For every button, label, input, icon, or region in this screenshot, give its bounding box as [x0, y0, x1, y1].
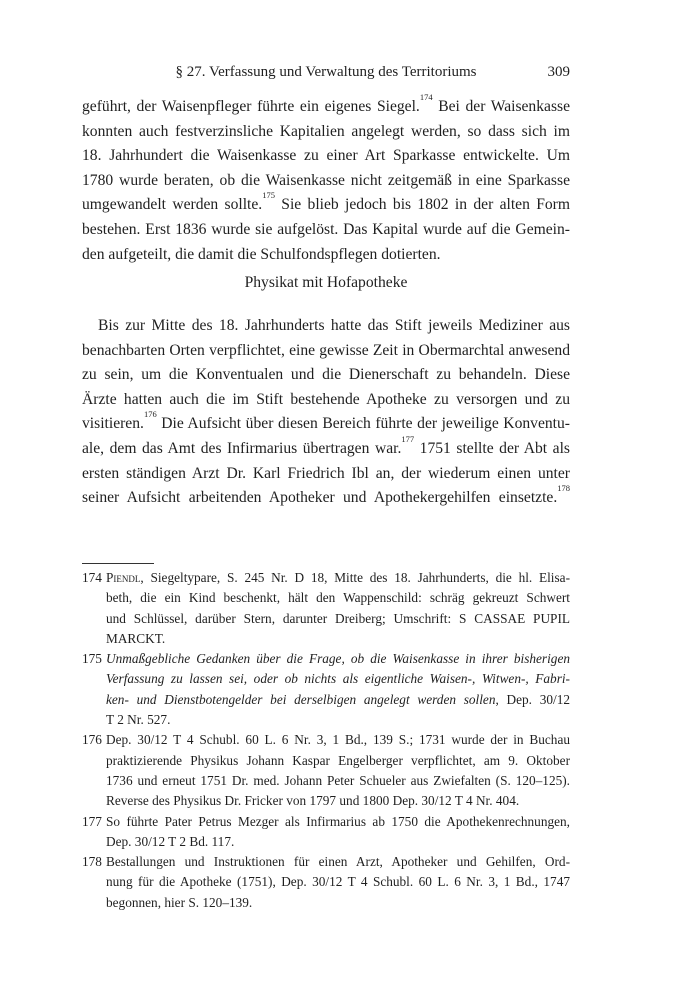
text-line: konnten auch festverzinsliche Kapitalien angelegt werden, so dass sich im: [82, 122, 570, 140]
text-line: geführt, der Waisenpfleger führte ein eigenes Siegel.$^{174}$ Bei der Waisenkasse: [82, 92, 571, 115]
text-line: bestehen. Erst 1836 wurde sie aufgelöst. Das Kapital wurde auf die Gemein-: [82, 220, 570, 238]
text-line: zu sein, um die Konventualen und die Dienerschaft zu behandeln. Diese: [82, 366, 570, 384]
running-head: [82, 61, 570, 83]
text-line: 18. Jahrhundert die Waisenkasse zu einer Art Sparkasse entwickelte. Um: [82, 147, 570, 165]
footnote-177: [82, 812, 570, 853]
footnote-line: nung für die Apotheke (1751), Dep. 30/12 T 4 Schubl. 60 L. 6 Nr. 3, 1 Bd., 1747: [106, 874, 570, 890]
footnote-number: 177: [82, 813, 102, 829]
text-line: ale, dem das Amt des Infirmarius übertragen war.$^{177}$ 1751 stellte der Abt als: [82, 433, 570, 457]
footnote-178: [82, 852, 570, 913]
text-line: visitieren.$^{176}$ Die Aufsicht über diesen Bereich führte der jeweilige Konventu-: [82, 409, 570, 433]
paragraph-waisenkasse: [82, 92, 571, 267]
footnote-176: [82, 730, 570, 811]
footnote-line: praktizierende Physikus Johann Kaspar Engelberger verpflichtet, am 9. Oktober: [106, 752, 570, 768]
footnote-line: Dep. 30/12 T 4 Schubl. 60 L. 6 Nr. 3, 1 Bd., 139 S.; 1731 wurde der in Buchau: [106, 732, 570, 748]
text-line: ersten ständigen Arzt Dr. Karl Friedrich Ibl an, der wiederum einen unter: [82, 464, 570, 482]
footnote-line: Dep. 30/12 T 2 Bd. 117.: [106, 833, 235, 849]
footnote-line: So führte Pater Petrus Mezger als Infirmarius ab 1750 die Apothekenrechnungen,: [106, 813, 570, 829]
text-line: Ärzte hatten auch die im Stift bestehende Apotheke zu versorgen und zu: [82, 390, 570, 408]
footnote-line: Bestallungen und Instruktionen für einen Arzt, Apotheker und Gehilfen, Ord-: [106, 854, 570, 870]
paragraph-physikat: [82, 314, 570, 511]
running-head-title: § 27. Verfassung und Verwaltung des Territoriums: [175, 64, 477, 80]
footnote-line: T 2 Nr. 527.: [106, 712, 171, 728]
footnote-line: begonnen, hier S. 120–139.: [106, 894, 253, 910]
footnote-line: Verfassung zu lassen sei, oder ob nichts als eigentliche Waisen-, Witwen-, Fabri-: [106, 671, 570, 687]
text-line: benachbarten Orten verpflichtet, eine gewisse Zeit in Obermarchtal anwesend: [82, 341, 570, 359]
footnote-line: und Schlüssel, darüber Stern, darunter Dreiberg; Umschrift: S CASSAE PUPIL: [106, 610, 570, 626]
footnote-175: [82, 649, 570, 730]
footnote-line: Unmaßgebliche Gedanken über die Frage, ob die Waisenkasse in ihrer bisherigen: [106, 651, 570, 667]
footnote-ref-178[interactable]: 178: [557, 483, 570, 494]
text-line: seiner Aufsicht arbeitenden Apotheker und Apothekergehilfen einsetzte.$^{178}$: [82, 483, 570, 507]
footnote-number: 174: [82, 570, 102, 585]
footnote-ref-176[interactable]: 176: [143, 409, 157, 420]
text-line: den aufgeteilt, die damit die Schulfondspflegen dotierten.: [82, 245, 441, 263]
footnote-line: ken- und Dienstbotengelder bei derselbigen angelegt werden sollen, Dep. 30/12: [106, 691, 570, 707]
footnote-line: 1736 und erneut 1751 Dr. med. Johann Peter Schueler aus Zwiefalten (S. 120–125).: [106, 772, 570, 788]
footnote-number: 178: [82, 854, 102, 870]
footnote-line: MARCKT.: [106, 630, 166, 646]
footnote-number: 175: [82, 651, 102, 667]
text-line: 1780 wurde beraten, ob die Waisenkasse nicht zeitgemäß in eine Sparkasse: [82, 171, 570, 189]
footnote-line: beth, die ein Kind beschenkt, hält den Wappenschild: schräg gekreuzt Schwert: [106, 590, 570, 606]
text-line: Bis zur Mitte des 18. Jahrhunderts hatte das Stift jeweils Mediziner aus: [98, 317, 570, 334]
text-line: umgewandelt werden sollte.$^{175}$ Sie blieb jedoch bis 1802 in der alten Form: [82, 190, 570, 214]
footnote-line: Piendl, Siegeltypare, S. 245 Nr. D 18, Mitte des 18. Jahrhunderts, die hl. Elisa-: [106, 570, 570, 585]
footnote-ref-174[interactable]: 174: [419, 92, 433, 102]
author-name: Piendl: [106, 570, 141, 585]
footnote-174: [82, 568, 570, 649]
section-heading: Physikat mit Hofapotheke: [244, 274, 408, 291]
footnote-line: Reverse des Physikus Dr. Fricker von 1797 und 1800 Dep. 30/12 T 4 Nr. 404.: [106, 793, 520, 809]
footnote-number: 176: [82, 732, 102, 748]
footnote-ref-175[interactable]: 175: [262, 190, 275, 201]
page-number: 309: [547, 64, 570, 80]
footnote-ref-177[interactable]: 177: [401, 433, 415, 444]
footnotes: [82, 568, 570, 913]
footnote-divider: [82, 563, 154, 564]
